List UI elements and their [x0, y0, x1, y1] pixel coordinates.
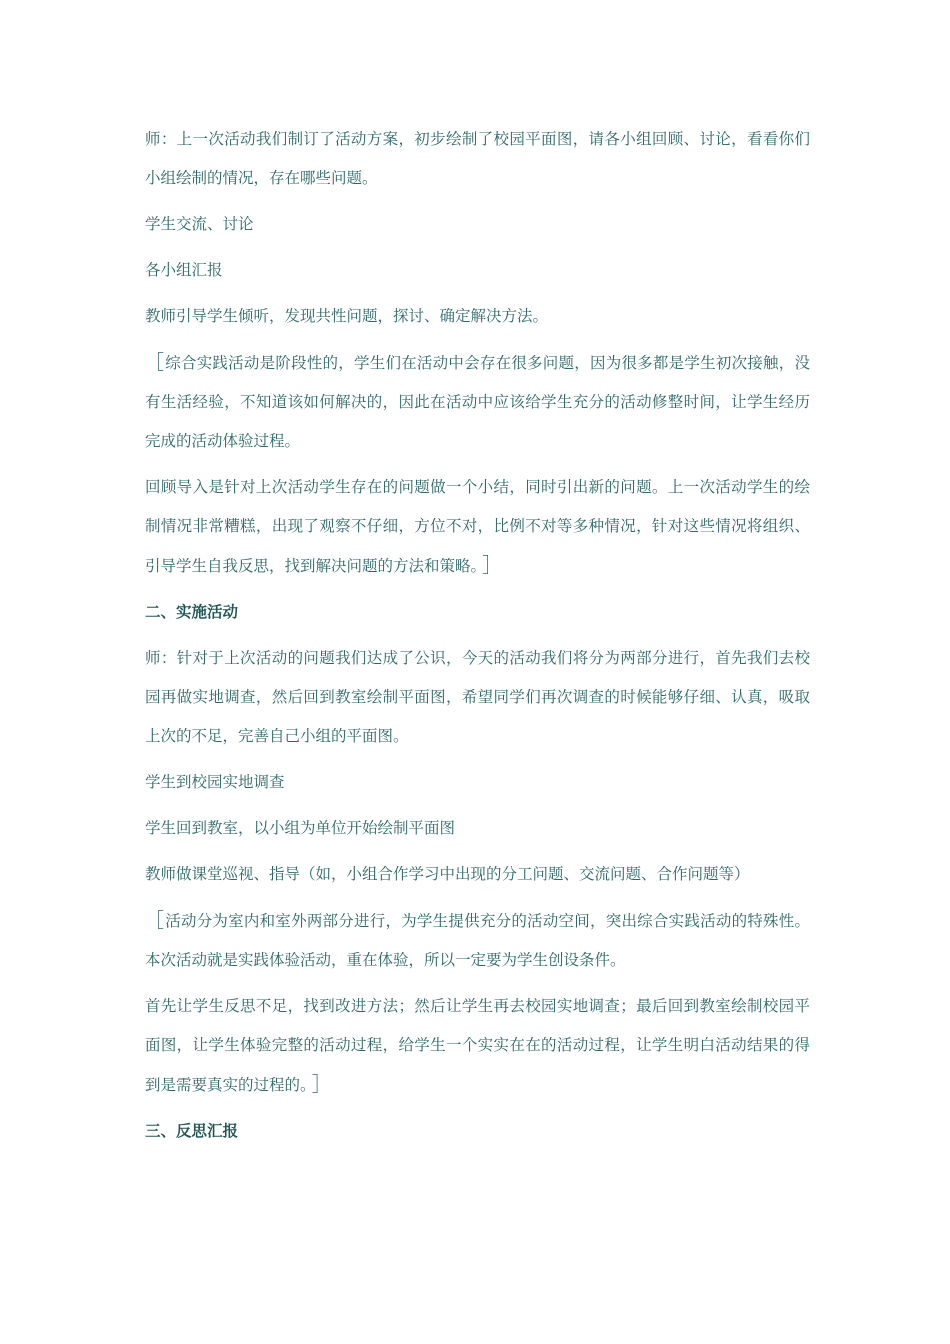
paragraph-12	[145, 901, 810, 980]
paragraph-text: 教师做课堂巡视、指导（如，小组合作学习中出现的分工问题、交流问题、合作问题等）	[145, 865, 750, 883]
paragraph-text: 综合实践活动是阶段性的，学生们在活动中会存在很多问题，因为很多都是学生初次接触，没有生活经验，不知道该如何解决的，因此在活动中应该给学生充分的活动修整时间，让学生经历完成的活动体验过程。	[145, 354, 810, 450]
section-heading-reflect	[145, 1112, 810, 1151]
paragraph-text: 学生到校园实地调查	[145, 773, 285, 791]
paragraph-6	[145, 468, 810, 586]
paragraph-text: 回顾导入是针对上次活动学生存在的问题做一个小结，同时引出新的问题。上一次活动学生的绘制情况非常糟糕，出现了观察不仔细，方位不对，比例不对等多种情况，针对这些情况将组织、引导学生自我反思，找到解决问题的方法和策略。	[145, 478, 810, 575]
paragraph-text: 各小组汇报	[145, 261, 223, 279]
paragraph-9	[145, 763, 810, 802]
paragraph-text: 师：上一次活动我们制订了活动方案，初步绘制了校园平面图，请各小组回顾、讨论，看看你们小组绘制的情况，存在哪些问题。	[145, 130, 810, 187]
document-body	[145, 120, 810, 1151]
paragraph-text: 学生回到教室，以小组为单位开始绘制平面图	[145, 819, 456, 837]
section-heading-implement	[145, 593, 810, 632]
open-bracket: ［	[144, 350, 165, 374]
heading-text: 二、实施活动	[145, 603, 239, 621]
paragraph-8	[145, 639, 810, 756]
paragraph-4	[145, 297, 810, 336]
paragraph-text: 活动分为室内和室外两部分进行，为学生提供充分的活动空间，突出综合实践活动的特殊性。本次活动就是实践体验活动，重在体验，所以一定要为学生创设条件。	[145, 912, 810, 969]
close-bracket: ］	[482, 553, 503, 577]
paragraph-5	[145, 343, 810, 461]
paragraph-text: 首先让学生反思不足，找到改进方法；然后让学生再去校园实地调查；最后回到教室绘制校园平面图，让学生体验完整的活动过程，给学生一个实实在在的活动过程，让学生明白活动结果的得到是需要真实的过程的。	[145, 997, 810, 1094]
paragraph-10	[145, 809, 810, 848]
paragraph-text: 学生交流、讨论	[145, 215, 254, 233]
paragraph-3	[145, 251, 810, 290]
paragraph-text: 教师引导学生倾听，发现共性问题，探讨、确定解决方法。	[145, 307, 549, 325]
heading-text: 三、反思汇报	[145, 1122, 239, 1140]
paragraph-1	[145, 120, 810, 198]
paragraph-11	[145, 855, 810, 894]
paragraph-13	[145, 987, 810, 1105]
close-bracket: ］	[311, 1072, 332, 1096]
paragraph-2	[145, 205, 810, 244]
paragraph-text: 师：针对于上次活动的问题我们达成了公识，今天的活动我们将分为两部分进行，首先我们去校园再做实地调查，然后回到教室绘制平面图，希望同学们再次调查的时候能够仔细、认真，吸取上次的不足，完善自己小组的平面图。	[145, 649, 810, 745]
open-bracket: ［	[144, 908, 165, 932]
